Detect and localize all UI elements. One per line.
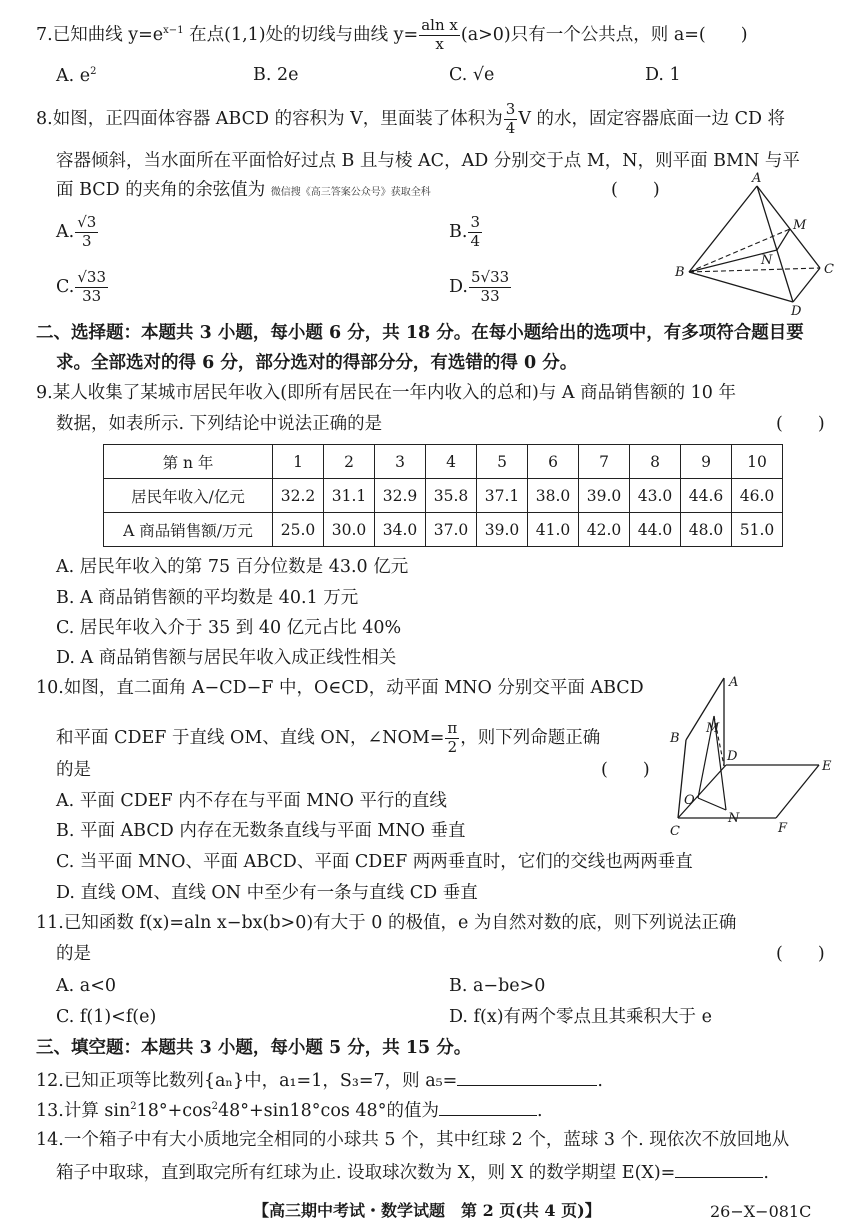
q7-stem-b: 在点(1,1)处的切线与曲线 y= bbox=[183, 24, 419, 45]
q9-cell: 42.0 bbox=[579, 513, 630, 547]
q13-answer-blank[interactable] bbox=[439, 1101, 537, 1116]
q11-option-d: D. f(x)有两个零点且其乘积大于 e bbox=[449, 1007, 712, 1027]
q8-frac-den: 4 bbox=[505, 118, 516, 137]
q7-opt-c-sqrt: √e bbox=[472, 65, 495, 85]
q7-opt-c-pre: C. bbox=[449, 65, 473, 85]
q9-cell: 8 bbox=[630, 445, 681, 479]
q14-line-2 bbox=[56, 1163, 769, 1183]
q13-sup-1: 2 bbox=[130, 1101, 137, 1113]
q8-segment-MN bbox=[777, 229, 790, 250]
q13-sup-2: 2 bbox=[211, 1101, 218, 1113]
q7-stem bbox=[36, 18, 748, 53]
q8-edge-BD bbox=[689, 272, 793, 302]
q8-opt-d-num: 5√33 bbox=[470, 268, 510, 286]
q9-cell: 32.2 bbox=[273, 479, 324, 513]
q10-line2-a: 和平面 CDEF 于直线 OM、直线 ON，∠NOM= bbox=[56, 727, 445, 748]
q9-cell: 32.9 bbox=[375, 479, 426, 513]
q12-text: 12.已知正项等比数列{aₙ}中，a₁=1，S₃=7，则 a₅= bbox=[36, 1071, 458, 1091]
q8-option-b bbox=[449, 215, 483, 250]
q11-answer-paren: ( ) bbox=[776, 944, 825, 964]
q10-edge-EF bbox=[776, 765, 819, 818]
q13-line bbox=[36, 1101, 543, 1121]
q9-option-d: D. A 商品销售额与居民年收入成正线性相关 bbox=[56, 648, 397, 668]
q7-option-a bbox=[56, 67, 97, 85]
q9-cell: 3 bbox=[375, 445, 426, 479]
q8-opt-b-frac bbox=[468, 215, 482, 250]
q8-edge-AD bbox=[757, 186, 793, 302]
q13-text-b: 18°+cos bbox=[136, 1101, 212, 1121]
q10-label-O: O bbox=[684, 793, 695, 808]
q10-line-1: 10.如图，直二面角 A−CD−F 中，O∈CD，动平面 MNO 分别交平面 ABCD bbox=[36, 678, 644, 698]
q10-frac-num: π bbox=[447, 719, 458, 737]
q8-opt-c-num: √33 bbox=[77, 268, 106, 286]
q7-frac-num: aln x bbox=[421, 16, 458, 34]
q9-cell: 39.0 bbox=[579, 479, 630, 513]
q10-line-2 bbox=[56, 721, 600, 756]
q9-option-c: C. 居民年收入介于 35 到 40 亿元占比 40% bbox=[56, 618, 402, 638]
q9-cell: 9 bbox=[681, 445, 732, 479]
q13-end: . bbox=[536, 1101, 543, 1121]
q9-data-table bbox=[103, 444, 783, 547]
q8-edge-BC bbox=[689, 268, 820, 272]
q10-option-c: C. 当平面 MNO、平面 ABCD、平面 CDEF 两两垂直时，它们的交线也两两垂直 bbox=[56, 852, 693, 872]
q7-opt-a-pre: A. e bbox=[56, 65, 91, 86]
q12-answer-blank[interactable] bbox=[457, 1071, 597, 1086]
q8-line-2: 容器倾斜，当水面所在平面恰好过点 B 且与棱 AC，AD 分别交于点 M，N，则平面 BMN 与平 bbox=[56, 151, 800, 171]
q7-stem-c: (a>0)只有一个公共点，则 a=( ) bbox=[460, 24, 748, 45]
q8-opt-c-den: 33 bbox=[82, 286, 102, 305]
q9-line-1: 9.某人收集了某城市居民年收入(即所有居民在一年内收入的总和)与 A 商品销售额的 10 年 bbox=[36, 383, 737, 403]
q9-cell: 10 bbox=[732, 445, 783, 479]
section-2-heading-line-1: 二、选择题：本题共 3 小题，每小题 6 分，共 18 分。在每小题给出的选项中，有多项符合题目要 bbox=[36, 323, 804, 343]
q10-fraction bbox=[445, 721, 459, 756]
q14-end: . bbox=[763, 1163, 769, 1183]
q8-watermark-note: 微信搜《高三答案公众号》获取全科 bbox=[270, 187, 431, 198]
q10-answer-paren: ( ) bbox=[601, 760, 650, 780]
table-row bbox=[104, 479, 783, 513]
q9-cell: 7 bbox=[579, 445, 630, 479]
q10-dihedral-figure bbox=[664, 670, 844, 840]
q8-opt-a-num: √3 bbox=[77, 213, 97, 231]
q10-line2-b: ，则下列命题正确 bbox=[460, 727, 601, 748]
q8-option-c bbox=[56, 270, 109, 305]
q8-frac-num: 3 bbox=[505, 100, 516, 118]
q7-stem-exp: x−1 bbox=[163, 24, 184, 36]
q9-cell: 39.0 bbox=[477, 513, 528, 547]
q8-tetrahedron-figure bbox=[670, 172, 840, 317]
section-3-heading: 三、填空题：本题共 3 小题，每小题 5 分，共 15 分。 bbox=[36, 1038, 472, 1058]
q8-opt-b-label: B. bbox=[449, 221, 468, 242]
section-2-heading-line-2: 求。全部选对的得 6 分，部分选对的得部分分，有选错的得 0 分。 bbox=[56, 353, 578, 373]
q8-opt-a-frac bbox=[75, 215, 98, 250]
q8-opt-d-label: D. bbox=[449, 276, 468, 297]
q9-cell: 46.0 bbox=[732, 479, 783, 513]
q7-option-b: B. 2e bbox=[253, 65, 299, 85]
q8-edge-DC bbox=[793, 268, 820, 302]
q7-frac-den: x bbox=[435, 34, 444, 53]
q7-stem-a: 7.已知曲线 y=e bbox=[36, 24, 164, 45]
q9-cell: 30.0 bbox=[324, 513, 375, 547]
q12-line bbox=[36, 1071, 603, 1091]
q8-edge-AB bbox=[689, 186, 757, 272]
q8-line1-a: 8.如图，正四面体容器 ABCD 的容积为 V，里面装了体积为 bbox=[36, 108, 503, 129]
q10-label-E: E bbox=[822, 759, 832, 774]
q8-opt-c-label: C. bbox=[56, 276, 75, 297]
q9-cell: 41.0 bbox=[528, 513, 579, 547]
q10-line-3: 的是 bbox=[56, 760, 91, 780]
q9-answer-paren: ( ) bbox=[776, 414, 825, 434]
q8-opt-b-num: 3 bbox=[470, 213, 480, 231]
q10-frac-den: 2 bbox=[447, 737, 458, 756]
q8-option-a bbox=[56, 215, 99, 250]
q10-label-A: A bbox=[729, 675, 739, 690]
q9-option-a: A. 居民年收入的第 75 百分位数是 43.0 亿元 bbox=[56, 557, 409, 577]
q9-cell: 4 bbox=[426, 445, 477, 479]
q11-option-c: C. f(1)<f(e) bbox=[56, 1007, 157, 1027]
q7-option-d: D. 1 bbox=[645, 65, 681, 85]
q9-cell: 44.6 bbox=[681, 479, 732, 513]
q9-row-sales-header: A 商品销售额/万元 bbox=[104, 513, 273, 547]
page-footer-title: 【高三期中考试・数学试题 第 2 页(共 4 页)】 bbox=[253, 1201, 601, 1220]
q8-label-N: N bbox=[761, 253, 773, 268]
q8-answer-paren: ( ) bbox=[611, 180, 660, 200]
q10-edge-CD bbox=[678, 765, 726, 818]
table-row bbox=[104, 513, 783, 547]
q9-cell: 25.0 bbox=[273, 513, 324, 547]
q9-cell: 37.1 bbox=[477, 479, 528, 513]
q9-row-income-header: 居民年收入/亿元 bbox=[104, 479, 273, 513]
q9-cell: 44.0 bbox=[630, 513, 681, 547]
q10-label-N: N bbox=[728, 811, 740, 826]
q8-label-M: M bbox=[793, 218, 807, 233]
q9-cell: 43.0 bbox=[630, 479, 681, 513]
q8-label-D: D bbox=[791, 304, 802, 317]
q14-line2-text: 箱子中取球，直到取完所有红球为止. 设取球次数为 X，则 X 的数学期望 E(X)= bbox=[56, 1163, 676, 1183]
q13-text-c: 48°+sin18°cos 48°的值为 bbox=[218, 1101, 439, 1121]
q8-opt-c-frac bbox=[75, 270, 108, 305]
q8-label-C: C bbox=[824, 262, 834, 277]
q8-line1-b: V 的水，固定容器底面一边 CD 将 bbox=[518, 108, 786, 129]
q10-label-F: F bbox=[778, 821, 788, 836]
q14-line-1: 14.一个箱子中有大小质地完全相同的小球共 5 个，其中红球 2 个，蓝球 3 个. 现依次不放回地从 bbox=[36, 1130, 790, 1150]
q9-cell: 34.0 bbox=[375, 513, 426, 547]
q10-label-B: B bbox=[670, 731, 680, 746]
q9-line-2: 数据，如表所示. 下列结论中说法正确的是 bbox=[56, 414, 383, 434]
q8-label-A: A bbox=[752, 172, 762, 186]
q10-option-d: D. 直线 OM、直线 ON 中至少有一条与直线 CD 垂直 bbox=[56, 883, 478, 903]
q9-cell: 5 bbox=[477, 445, 528, 479]
q9-cell: 1 bbox=[273, 445, 324, 479]
q8-fraction bbox=[504, 102, 518, 137]
q8-line-3 bbox=[56, 182, 431, 200]
q11-line-1: 11.已知函数 f(x)=aln x−bx(b>0)有大于 0 的极值，e 为自然对数的底，则下列说法正确 bbox=[36, 913, 737, 933]
table-row bbox=[104, 445, 783, 479]
q7-opt-a-sup: 2 bbox=[90, 66, 97, 77]
q9-cell: 31.1 bbox=[324, 479, 375, 513]
q9-cell: 38.0 bbox=[528, 479, 579, 513]
q8-line-1 bbox=[36, 102, 785, 137]
q11-option-a: A. a<0 bbox=[56, 976, 116, 996]
q9-cell: 37.0 bbox=[426, 513, 477, 547]
q14-answer-blank[interactable] bbox=[675, 1163, 763, 1178]
q10-option-a: A. 平面 CDEF 内不存在与平面 MNO 平行的直线 bbox=[56, 791, 447, 811]
q9-cell: 6 bbox=[528, 445, 579, 479]
q10-label-D: D bbox=[727, 749, 738, 764]
q10-segment-ON bbox=[698, 798, 726, 810]
q13-text-a: 13.计算 sin bbox=[36, 1101, 131, 1121]
q11-line-2: 的是 bbox=[56, 944, 91, 964]
q9-option-b: B. A 商品销售额的平均数是 40.1 万元 bbox=[56, 588, 359, 608]
q12-end: . bbox=[597, 1071, 603, 1091]
q8-label-B: B bbox=[675, 265, 685, 280]
q8-opt-a-den: 3 bbox=[81, 231, 92, 250]
q9-cell: 51.0 bbox=[732, 513, 783, 547]
q10-label-C: C bbox=[670, 824, 680, 839]
q8-option-d bbox=[449, 270, 512, 305]
q8-opt-d-frac bbox=[469, 270, 511, 305]
q8-opt-b-den: 4 bbox=[470, 231, 480, 250]
q10-label-M: M bbox=[706, 721, 720, 736]
q11-option-b: B. a−be>0 bbox=[449, 976, 546, 996]
q8-opt-d-den: 33 bbox=[480, 286, 500, 305]
q7-option-c bbox=[449, 67, 494, 85]
page-footer-code: 26−X−081C bbox=[710, 1202, 812, 1221]
q9-cell: 2 bbox=[324, 445, 375, 479]
q9-cell: 48.0 bbox=[681, 513, 732, 547]
q8-line3-a: 面 BCD 的夹角的余弦值为 bbox=[56, 180, 266, 200]
q10-option-b: B. 平面 ABCD 内存在无数条直线与平面 MNO 垂直 bbox=[56, 821, 466, 841]
q7-fraction bbox=[419, 18, 460, 53]
q9-row-year-header: 第 n 年 bbox=[104, 445, 273, 479]
q8-opt-a-label: A. bbox=[56, 221, 75, 242]
q9-cell: 35.8 bbox=[426, 479, 477, 513]
